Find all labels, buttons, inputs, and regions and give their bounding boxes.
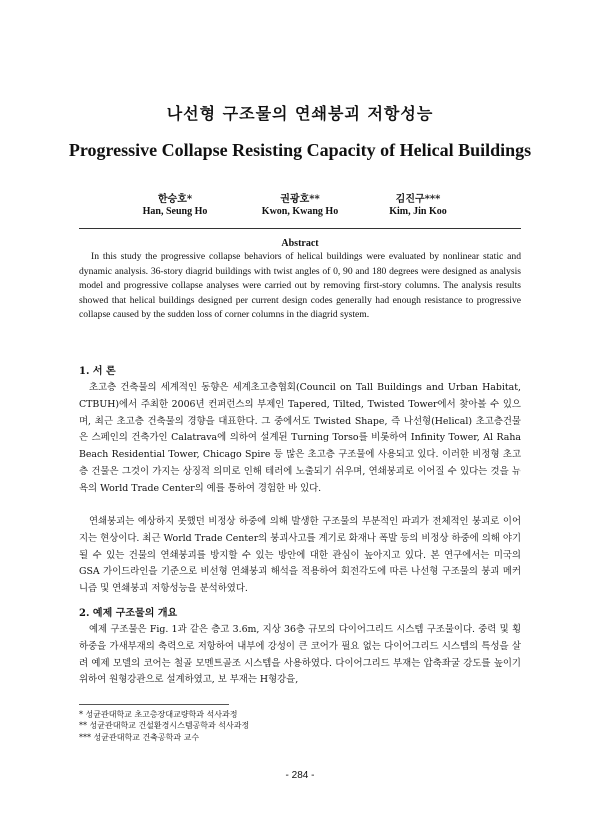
author-name-en: Han, Seung Ho: [142, 206, 208, 217]
korean-title: 나선형 구조물의 연쇄붕괴 저항성능: [166, 104, 434, 123]
footnote: * 성균관대학교 초고층장대교량학과 석사과정: [79, 710, 238, 719]
author-name-ko: 권광호**: [280, 194, 320, 205]
footnote: ** 성균관대학교 건설환경시스템공학과 석사과정: [79, 721, 250, 731]
footnotes: [79, 709, 521, 743]
section-heading-example-structure: 2. 예제 구조물의 개요: [79, 608, 178, 619]
paragraph: 연쇄붕괴는 예상하지 못했던 비정상 하중에 의해 발생한 구조물의 부분적인 파괴가 전체적인 붕괴로 이어지는 현상이다. 최근 World Trade Center의 붕괴사고를 계기로 화재나 폭발 등의 비정상 하중에 의해 야기될 수 있는 건물의 연쇄붕괴를 방지할 수 있는 방안에 대한 관심이 높아지고 있다. 본 연구에서는 미국의 GSA 가이드라인을 기준으로 비선형 연쇄붕괴 해석을 적용하여 회전각도에 따른 나선형 구조물의 붕괴 메커니즘 및 연쇄붕괴 저항성능을 분석하였다.: [79, 516, 521, 595]
english-title: Progressive Collapse Resisting Capacity of Helical Buildings: [68, 140, 532, 160]
author-name-en: Kwon, Kwang Ho: [261, 206, 339, 217]
footnote-divider: [79, 704, 229, 705]
author-name-en: Kim, Jin Koo: [389, 206, 447, 217]
header-divider: [79, 228, 521, 229]
author-3: [353, 190, 483, 217]
abstract-text: In this study the progressive collapse behaviors of helical buildings were evaluated by nonlinear static and dynamic analysis. 36-story diagrid buildings with twist angles of 0, 90 and 180 degrees were designed as analysis model and progressive collapse analyses were carried out by removing first-story columns. The analysis results showed that helical buildings designed per current design codes generally had enough resistance to progressive collapse caused by the sudden loss of corner columns in the diagrid system.: [79, 251, 521, 321]
author-name-ko: 김진구***: [395, 194, 441, 205]
author-name-ko: 한승호*: [157, 194, 193, 205]
section-heading-introduction: 1. 서 론: [79, 366, 116, 377]
footnote: *** 성균관대학교 건축공학과 교수: [79, 732, 200, 742]
abstract-heading: Abstract: [281, 238, 319, 249]
paragraph: 예제 구조물은 Fig. 1과 같은 층고 3.6m, 지상 36층 규모의 다이어그리드 시스템 구조물이다. 중력 및 횡하중을 가새부재의 축력으로 저항하여 내부에 강성이 큰 코어가 필요 없는 다이어그리드 시스템의 특성을 살려 예제 모델의 코어는 철골 모멘트골조 시스템을 사용하였다. 다이어그리드 부재는 압축좌굴 강도를 높이기 위하여 원형강관으로 설계하였고, 보 부재는 H형강을,: [79, 624, 521, 686]
paragraph: 초고층 건축물의 세계적인 동향은 세계초고층협회(Council on Tall Buildings and Urban Habitat, CTBUH)에서 주최한 2006년 컨퍼런스의 부제인 Tapered, Tilted, Twisted Tower에서 찾아볼 수 있으며, 최근 초고층 건축물의 경향을 대표한다. 그 중에서도 Twisted Shape, 즉 나선형(Helical) 초고층건물은 스페인의 건축가인 Calatrava에 의하여 설계된 Turning Torso를 비롯하여 Infinity Tower, Al Raha Beach Residential Tower, Chicago Spire 등 많은 초고층 구조물에 사용되고 있다. 이러한 비정형 초고층 건물은 그것이 가지는 상징적 의미로 인해 테러에 노출되기 쉬우며, 연쇄붕괴로 이어질 수 있다는 것을 뉴욕의 World Trade Center의 예를 통하여 경험한 바 있다.: [79, 382, 521, 494]
author-list: [0, 190, 600, 222]
page-number: - 284 -: [285, 770, 315, 781]
author-2: [235, 190, 365, 217]
author-1: [110, 190, 240, 217]
